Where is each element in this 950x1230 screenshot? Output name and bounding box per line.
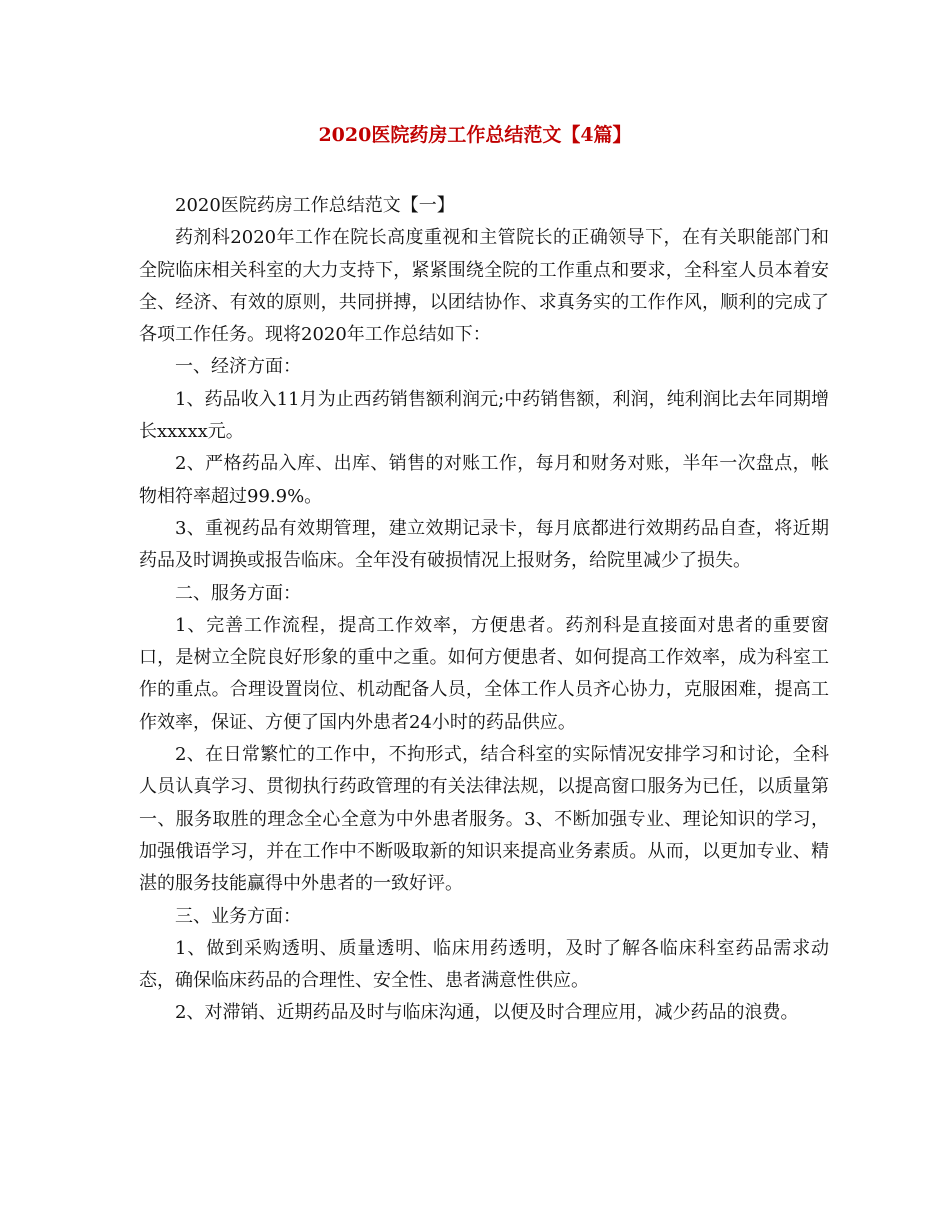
- economy-item-1: 1、药品收入11月为止西药销售额利润元;中药销售额，利润，纯利润比去年同期增长xxxxx元。: [139, 388, 829, 443]
- business-item-2: 2、对滞销、近期药品及时与临床沟通，以便及时合理应用，减少药品的浪费。: [175, 1002, 799, 1024]
- section-heading-1: 2020医院药房工作总结范文【一】: [175, 195, 455, 216]
- service-heading: 二、服务方面：: [175, 582, 301, 604]
- intro-paragraph: 药剂科2020年工作在院长高度重视和主管院长的正确领导下，在有关职能部门和全院临床相关科室的大力支持下，紧紧围绕全院的工作重点和要求，全科室人员本着安全、经济、有效的原则，共同拼搏，以团结协作、求真务实的工作作风，顺利的完成了各项工作任务。现将2020年工作总结如下：: [139, 227, 829, 346]
- document-body: [139, 190, 829, 1030]
- service-item-2: 2、在日常繁忙的工作中，不拘形式，结合科室的实际情况安排学习和讨论，全科人员认真学习、贯彻执行药政管理的有关法律法规，以提高窗口服务为已任，以质量第一、服务取胜的理念全心全意为中外患者服务。3、不断加强专业、理论知识的学习，加强俄语学习，并在工作中不断吸取新的知识来提高业务素质。从而，以更加专业、精湛的服务技能赢得中外患者的一致好评。: [139, 744, 829, 895]
- economy-item-3: 3、重视药品有效期管理，建立效期记录卡，每月底都进行效期药品自查，将近期药品及时调换或报告临床。全年没有破损情况上报财务，给院里减少了损失。: [139, 517, 829, 572]
- service-item-1: 1、完善工作流程，提高工作效率，方便患者。药剂科是直接面对患者的重要窗口，是树立全院良好形象的重中之重。如何方便患者、如何提高工作效率，成为科室工作的重点。合理设置岗位、机动配备人员，全体工作人员齐心协力，克服困难，提高工作效率，保证、方便了国内外患者24小时的药品供应。: [139, 614, 829, 733]
- business-item-1: 1、做到采购透明、质量透明、临床用药透明，及时了解各临床科室药品需求动态，确保临床药品的合理性、安全性、患者满意性供应。: [139, 937, 829, 992]
- document-title: 2020医院药房工作总结范文【4篇】: [318, 124, 632, 146]
- economy-heading: 一、经济方面：: [175, 356, 301, 378]
- business-heading: 三、业务方面：: [175, 905, 301, 927]
- economy-item-2: 2、严格药品入库、出库、销售的对账工作，每月和财务对账，半年一次盘点，帐物相符率超过99.9%。: [139, 453, 829, 507]
